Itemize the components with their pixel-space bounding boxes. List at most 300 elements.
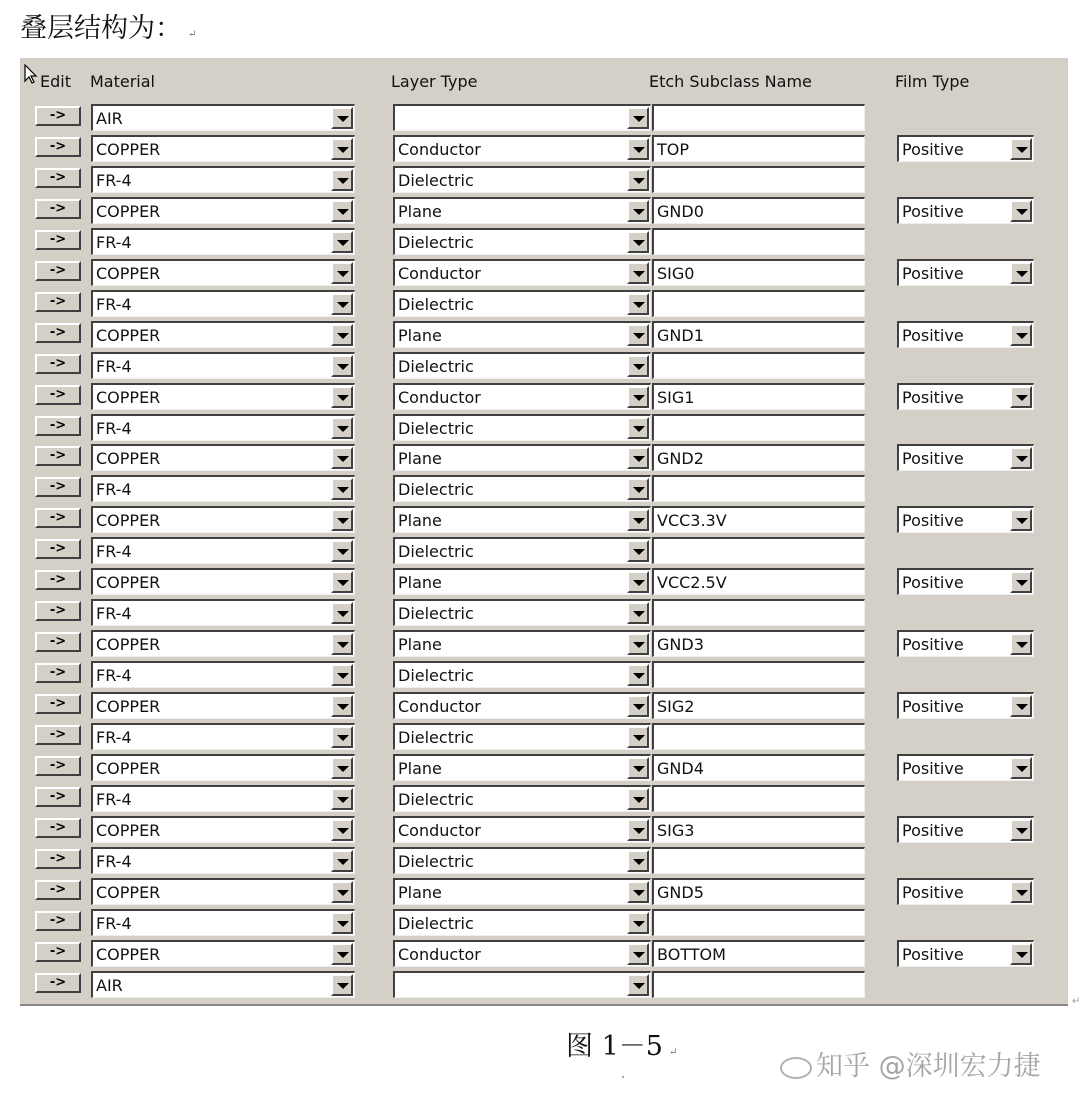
material-select-value: FR-4 <box>96 789 132 809</box>
chevron-down-icon[interactable] <box>331 386 353 408</box>
table-row <box>20 692 1068 723</box>
layer-type-select-value: Conductor <box>398 697 481 716</box>
layer-type-select-value: Dielectric <box>398 480 474 500</box>
film-type-select-value: Positive <box>902 882 964 902</box>
etch-subclass-input[interactable] <box>652 847 865 874</box>
layer-type-select-value: Dielectric <box>398 294 474 314</box>
layer-type-select[interactable] <box>393 135 651 162</box>
etch-subclass-input[interactable] <box>652 104 865 131</box>
etch-subclass-input[interactable] <box>652 940 865 967</box>
film-type-select[interactable] <box>897 197 1034 224</box>
layer-type-select-value: Dielectric <box>398 604 474 624</box>
layer-type-select[interactable] <box>393 321 651 348</box>
chevron-down-icon[interactable] <box>331 509 353 531</box>
chevron-down-icon[interactable] <box>331 293 353 315</box>
caption-text: 图 1－5 <box>566 1031 663 1062</box>
etch-subclass-input[interactable] <box>652 661 865 688</box>
material-select[interactable] <box>91 723 355 750</box>
material-select[interactable] <box>91 321 355 348</box>
film-type-select-value: Positive <box>902 449 964 469</box>
edit-layer-button[interactable]: -> <box>35 508 81 528</box>
etch-subclass-input[interactable] <box>652 321 865 348</box>
etch-subclass-input[interactable] <box>652 909 865 936</box>
material-select-value: FR-4 <box>96 728 132 747</box>
layer-type-select-value: Dielectric <box>398 170 474 190</box>
chevron-down-icon[interactable] <box>331 447 353 469</box>
layer-type-select[interactable] <box>393 352 651 379</box>
material-select-value: AIR <box>96 975 123 995</box>
etch-subclass-input[interactable] <box>652 290 865 317</box>
layer-type-select[interactable] <box>393 878 651 905</box>
material-select[interactable] <box>91 568 355 595</box>
film-type-select[interactable] <box>897 321 1034 348</box>
edit-layer-button[interactable]: -> <box>35 880 81 900</box>
layer-type-select[interactable] <box>393 475 651 502</box>
chevron-down-icon[interactable] <box>1010 633 1032 655</box>
chevron-down-icon[interactable] <box>627 169 649 191</box>
page-heading <box>20 6 196 45</box>
edit-layer-button[interactable]: -> <box>35 292 81 312</box>
chevron-down-icon[interactable] <box>331 571 353 593</box>
material-select[interactable] <box>91 878 355 905</box>
chevron-down-icon[interactable] <box>1010 943 1032 965</box>
edit-layer-button[interactable]: -> <box>35 539 81 559</box>
edit-layer-button[interactable]: -> <box>35 261 81 281</box>
chevron-down-icon[interactable] <box>1010 447 1032 469</box>
etch-subclass-input[interactable] <box>652 197 865 224</box>
edit-layer-button[interactable]: -> <box>35 106 81 126</box>
edit-layer-button[interactable]: -> <box>35 694 81 714</box>
layer-type-select[interactable] <box>393 104 651 131</box>
material-select-value: COPPER <box>96 201 161 221</box>
etch-subclass-value: BOTTOM <box>657 944 726 964</box>
material-select-value: COPPER <box>96 697 161 716</box>
table-row <box>20 321 1068 352</box>
etch-subclass-input[interactable] <box>652 754 865 781</box>
table-row <box>20 135 1068 166</box>
chevron-down-icon[interactable] <box>331 695 353 717</box>
layer-type-select-value: Conductor <box>398 387 481 407</box>
chevron-down-icon[interactable] <box>1010 819 1032 841</box>
film-type-select[interactable] <box>897 630 1034 657</box>
chevron-down-icon[interactable] <box>627 757 649 779</box>
material-select[interactable] <box>91 630 355 657</box>
layer-type-select[interactable] <box>393 228 651 255</box>
table-row <box>20 290 1068 321</box>
layer-type-select[interactable] <box>393 754 651 781</box>
chevron-down-icon[interactable] <box>627 509 649 531</box>
film-type-select-value: Positive <box>902 263 964 283</box>
chevron-down-icon[interactable] <box>627 386 649 408</box>
etch-subclass-value: GND3 <box>657 635 704 655</box>
chevron-down-icon[interactable] <box>627 571 649 593</box>
edit-layer-button[interactable]: -> <box>35 137 81 157</box>
watermark-text: 知乎 @深圳宏力捷 <box>816 1051 1041 1082</box>
chevron-down-icon[interactable] <box>331 974 353 996</box>
layer-type-select-value: Dielectric <box>398 913 474 933</box>
layer-type-select[interactable] <box>393 290 651 317</box>
wechat-icon <box>780 1057 812 1079</box>
film-type-select[interactable] <box>897 816 1034 843</box>
layer-type-select[interactable] <box>393 197 651 224</box>
chevron-down-icon[interactable] <box>331 602 353 624</box>
film-type-select[interactable] <box>897 568 1034 595</box>
layer-type-select-value: Conductor <box>398 820 481 840</box>
etch-subclass-input[interactable] <box>652 383 865 410</box>
etch-subclass-input[interactable] <box>652 166 865 193</box>
layer-type-select-value: Dielectric <box>398 789 474 809</box>
chevron-down-icon[interactable] <box>1010 695 1032 717</box>
layer-type-select-value: Dielectric <box>398 666 474 686</box>
chevron-down-icon[interactable] <box>331 633 353 655</box>
edit-layer-button[interactable]: -> <box>35 416 81 436</box>
chevron-down-icon[interactable] <box>627 664 649 686</box>
material-select-value: FR-4 <box>96 418 132 438</box>
film-type-select-value: Positive <box>902 387 964 407</box>
chevron-down-icon[interactable] <box>627 355 649 377</box>
etch-subclass-input[interactable] <box>652 444 865 471</box>
film-type-select-value: Positive <box>902 325 964 345</box>
heading-text: 叠层结构为： <box>20 13 182 44</box>
chevron-down-icon[interactable] <box>1010 262 1032 284</box>
table-row <box>20 723 1068 754</box>
material-select-value: FR-4 <box>96 294 132 314</box>
edit-layer-button[interactable]: -> <box>35 354 81 374</box>
chevron-down-icon[interactable] <box>627 633 649 655</box>
chevron-down-icon[interactable] <box>331 200 353 222</box>
material-select[interactable] <box>91 104 355 131</box>
material-select[interactable] <box>91 754 355 781</box>
chevron-down-icon[interactable] <box>627 726 649 748</box>
chevron-down-icon[interactable] <box>331 107 353 129</box>
edit-layer-button[interactable]: -> <box>35 477 81 497</box>
material-select[interactable] <box>91 228 355 255</box>
etch-subclass-input[interactable] <box>652 630 865 657</box>
material-select[interactable] <box>91 197 355 224</box>
etch-subclass-value: SIG3 <box>657 820 695 840</box>
material-select-value: COPPER <box>96 573 161 593</box>
edit-layer-button[interactable]: -> <box>35 230 81 250</box>
etch-subclass-input[interactable] <box>652 414 865 441</box>
material-select[interactable] <box>91 414 355 441</box>
layer-type-select-value: Plane <box>398 449 442 469</box>
chevron-down-icon[interactable] <box>627 447 649 469</box>
table-row <box>20 414 1068 445</box>
edit-layer-button[interactable]: -> <box>35 632 81 652</box>
table-row <box>20 630 1068 661</box>
film-type-select-value: Positive <box>902 758 964 778</box>
chevron-down-icon[interactable] <box>627 788 649 810</box>
table-row <box>20 971 1068 1002</box>
layer-type-select-value: Plane <box>398 758 442 778</box>
chevron-down-icon[interactable] <box>627 943 649 965</box>
etch-subclass-value: SIG2 <box>657 697 695 716</box>
chevron-down-icon[interactable] <box>331 262 353 284</box>
edit-layer-button[interactable]: -> <box>35 756 81 776</box>
chevron-down-icon[interactable] <box>1010 200 1032 222</box>
edit-layer-button[interactable]: -> <box>35 446 81 466</box>
chevron-down-icon[interactable] <box>331 912 353 934</box>
chevron-down-icon[interactable] <box>331 850 353 872</box>
etch-subclass-input[interactable] <box>652 816 865 843</box>
edit-layer-button[interactable]: -> <box>35 199 81 219</box>
chevron-down-icon[interactable] <box>627 478 649 500</box>
edge-paragraph-mark: ↵ <box>1072 996 1080 1007</box>
layer-type-select[interactable] <box>393 909 651 936</box>
chevron-down-icon[interactable] <box>627 107 649 129</box>
etch-subclass-value: GND0 <box>657 201 704 221</box>
edit-layer-button[interactable]: -> <box>35 663 81 683</box>
layer-type-select-value: Dielectric <box>398 728 474 747</box>
layer-type-select-value: Plane <box>398 325 442 345</box>
material-select-value: FR-4 <box>96 604 132 624</box>
material-select[interactable] <box>91 166 355 193</box>
chevron-down-icon[interactable] <box>627 200 649 222</box>
material-select-value: FR-4 <box>96 851 132 871</box>
chevron-down-icon[interactable] <box>331 231 353 253</box>
chevron-down-icon[interactable] <box>331 169 353 191</box>
material-select[interactable] <box>91 506 355 533</box>
layer-type-select[interactable] <box>393 692 651 719</box>
edit-layer-button[interactable]: -> <box>35 787 81 807</box>
layer-type-select[interactable] <box>393 166 651 193</box>
chevron-down-icon[interactable] <box>331 417 353 439</box>
chevron-down-icon[interactable] <box>1010 757 1032 779</box>
material-select[interactable] <box>91 537 355 564</box>
chevron-down-icon[interactable] <box>1010 386 1032 408</box>
layer-type-select[interactable] <box>393 723 651 750</box>
film-type-select-value: Positive <box>902 635 964 655</box>
chevron-down-icon[interactable] <box>627 417 649 439</box>
chevron-down-icon[interactable] <box>1010 138 1032 160</box>
material-select-value: FR-4 <box>96 480 132 500</box>
etch-subclass-input[interactable] <box>652 599 865 626</box>
table-row <box>20 661 1068 692</box>
edit-layer-button[interactable]: -> <box>35 168 81 188</box>
layer-type-select[interactable] <box>393 568 651 595</box>
chevron-down-icon[interactable] <box>331 664 353 686</box>
layer-type-select[interactable] <box>393 785 651 812</box>
chevron-down-icon[interactable] <box>331 478 353 500</box>
chevron-down-icon[interactable] <box>627 912 649 934</box>
edit-layer-button[interactable]: -> <box>35 911 81 931</box>
etch-subclass-input[interactable] <box>652 692 865 719</box>
chevron-down-icon[interactable] <box>331 943 353 965</box>
layer-type-select[interactable] <box>393 971 651 998</box>
material-select[interactable] <box>91 971 355 998</box>
material-select-value: COPPER <box>96 140 161 159</box>
chevron-down-icon[interactable] <box>331 757 353 779</box>
chevron-down-icon[interactable] <box>1010 881 1032 903</box>
layer-type-select-value: Conductor <box>398 944 481 964</box>
material-select-value: COPPER <box>96 325 161 345</box>
etch-subclass-input[interactable] <box>652 228 865 255</box>
table-row <box>20 506 1068 537</box>
material-select-value: COPPER <box>96 263 161 283</box>
etch-subclass-value: TOP <box>657 140 690 159</box>
material-select[interactable] <box>91 847 355 874</box>
material-select[interactable] <box>91 475 355 502</box>
table-row <box>20 940 1068 971</box>
chevron-down-icon[interactable] <box>331 788 353 810</box>
column-header-film-type: Film Type <box>895 72 970 91</box>
chevron-down-icon[interactable] <box>331 324 353 346</box>
material-select[interactable] <box>91 599 355 626</box>
chevron-down-icon[interactable] <box>627 293 649 315</box>
material-select-value: COPPER <box>96 758 161 778</box>
chevron-down-icon[interactable] <box>627 695 649 717</box>
film-type-select-value: Positive <box>902 511 964 531</box>
etch-subclass-input[interactable] <box>652 537 865 564</box>
etch-subclass-input[interactable] <box>652 878 865 905</box>
mouse-cursor-icon <box>24 64 38 84</box>
table-row <box>20 352 1068 383</box>
etch-subclass-value: SIG0 <box>657 263 695 283</box>
chevron-down-icon[interactable] <box>627 602 649 624</box>
edit-layer-button[interactable]: -> <box>35 973 81 993</box>
material-select[interactable] <box>91 785 355 812</box>
table-row <box>20 785 1068 816</box>
etch-subclass-value: GND2 <box>657 449 704 469</box>
chevron-down-icon[interactable] <box>1010 509 1032 531</box>
layer-type-select[interactable] <box>393 383 651 410</box>
material-select-value: COPPER <box>96 820 161 840</box>
etch-subclass-input[interactable] <box>652 352 865 379</box>
material-select-value: FR-4 <box>96 356 132 376</box>
layer-type-select[interactable] <box>393 414 651 441</box>
chevron-down-icon[interactable] <box>1010 324 1032 346</box>
film-type-select-value: Positive <box>902 944 964 964</box>
layer-type-select[interactable] <box>393 259 651 286</box>
layer-type-select-value: Dielectric <box>398 418 474 438</box>
edit-layer-button[interactable]: -> <box>35 942 81 962</box>
column-header-edit: Edit <box>40 72 71 91</box>
film-type-select-value: Positive <box>902 573 964 593</box>
layer-stackup-table <box>20 58 1068 1006</box>
etch-subclass-input[interactable] <box>652 723 865 750</box>
edit-layer-button[interactable]: -> <box>35 323 81 343</box>
film-type-select-value: Positive <box>902 820 964 840</box>
material-select[interactable] <box>91 383 355 410</box>
chevron-down-icon[interactable] <box>627 819 649 841</box>
table-row <box>20 228 1068 259</box>
chevron-down-icon[interactable] <box>331 726 353 748</box>
material-select[interactable] <box>91 259 355 286</box>
etch-subclass-input[interactable] <box>652 568 865 595</box>
film-type-select[interactable] <box>897 259 1034 286</box>
table-row <box>20 259 1068 290</box>
table-row <box>20 816 1068 847</box>
chevron-down-icon[interactable] <box>331 540 353 562</box>
material-select-value: FR-4 <box>96 666 132 686</box>
material-select[interactable] <box>91 135 355 162</box>
table-row <box>20 104 1068 135</box>
chevron-down-icon[interactable] <box>627 138 649 160</box>
chevron-down-icon[interactable] <box>627 850 649 872</box>
edit-layer-button[interactable]: -> <box>35 570 81 590</box>
film-type-select[interactable] <box>897 940 1034 967</box>
layer-type-select[interactable] <box>393 661 651 688</box>
table-row <box>20 878 1068 909</box>
layer-type-select[interactable] <box>393 506 651 533</box>
material-select[interactable] <box>91 692 355 719</box>
etch-subclass-input[interactable] <box>652 971 865 998</box>
material-select[interactable] <box>91 816 355 843</box>
material-select[interactable] <box>91 661 355 688</box>
layer-type-select[interactable] <box>393 444 651 471</box>
table-row <box>20 166 1068 197</box>
chevron-down-icon[interactable] <box>331 355 353 377</box>
etch-subclass-input[interactable] <box>652 475 865 502</box>
film-type-select[interactable] <box>897 135 1034 162</box>
material-select-value: COPPER <box>96 449 161 469</box>
chevron-down-icon[interactable] <box>331 819 353 841</box>
layer-type-select-value: Dielectric <box>398 542 474 562</box>
layer-type-select[interactable] <box>393 599 651 626</box>
chevron-down-icon[interactable] <box>627 974 649 996</box>
film-type-select[interactable] <box>897 754 1034 781</box>
etch-subclass-input[interactable] <box>652 259 865 286</box>
edit-layer-button[interactable]: -> <box>35 849 81 869</box>
material-select[interactable] <box>91 290 355 317</box>
edit-layer-button[interactable]: -> <box>35 725 81 745</box>
material-select-value: FR-4 <box>96 913 132 933</box>
film-type-select[interactable] <box>897 878 1034 905</box>
chevron-down-icon[interactable] <box>331 881 353 903</box>
column-header-etch-subclass: Etch Subclass Name <box>649 72 812 91</box>
layer-type-select-value: Dielectric <box>398 356 474 376</box>
material-select-value: COPPER <box>96 944 161 964</box>
layer-type-select-value: Plane <box>398 511 442 531</box>
etch-subclass-input[interactable] <box>652 135 865 162</box>
chevron-down-icon[interactable] <box>627 540 649 562</box>
layer-type-select[interactable] <box>393 537 651 564</box>
layer-type-select[interactable] <box>393 847 651 874</box>
film-type-select[interactable] <box>897 692 1034 719</box>
caption-paragraph-mark: ↵ <box>668 1047 678 1058</box>
layer-type-select[interactable] <box>393 816 651 843</box>
edit-layer-button[interactable]: -> <box>35 385 81 405</box>
chevron-down-icon[interactable] <box>627 324 649 346</box>
film-type-select[interactable] <box>897 383 1034 410</box>
decorative-dot <box>622 1076 624 1078</box>
watermark <box>780 1044 1041 1083</box>
chevron-down-icon[interactable] <box>627 231 649 253</box>
film-type-select[interactable] <box>897 506 1034 533</box>
edit-layer-button[interactable]: -> <box>35 601 81 621</box>
chevron-down-icon[interactable] <box>1010 571 1032 593</box>
chevron-down-icon[interactable] <box>627 262 649 284</box>
etch-subclass-input[interactable] <box>652 506 865 533</box>
chevron-down-icon[interactable] <box>627 881 649 903</box>
material-select[interactable] <box>91 909 355 936</box>
layer-type-select-value: Plane <box>398 573 442 593</box>
material-select[interactable] <box>91 940 355 967</box>
chevron-down-icon[interactable] <box>331 138 353 160</box>
material-select[interactable] <box>91 444 355 471</box>
material-select[interactable] <box>91 352 355 379</box>
etch-subclass-input[interactable] <box>652 785 865 812</box>
film-type-select[interactable] <box>897 444 1034 471</box>
film-type-select-value: Positive <box>902 697 964 716</box>
layer-type-select[interactable] <box>393 630 651 657</box>
table-row <box>20 383 1068 414</box>
layer-type-select-value: Conductor <box>398 263 481 283</box>
material-select-value: AIR <box>96 109 123 128</box>
column-header-material: Material <box>90 72 155 91</box>
layer-type-select[interactable] <box>393 940 651 967</box>
edit-layer-button[interactable]: -> <box>35 818 81 838</box>
